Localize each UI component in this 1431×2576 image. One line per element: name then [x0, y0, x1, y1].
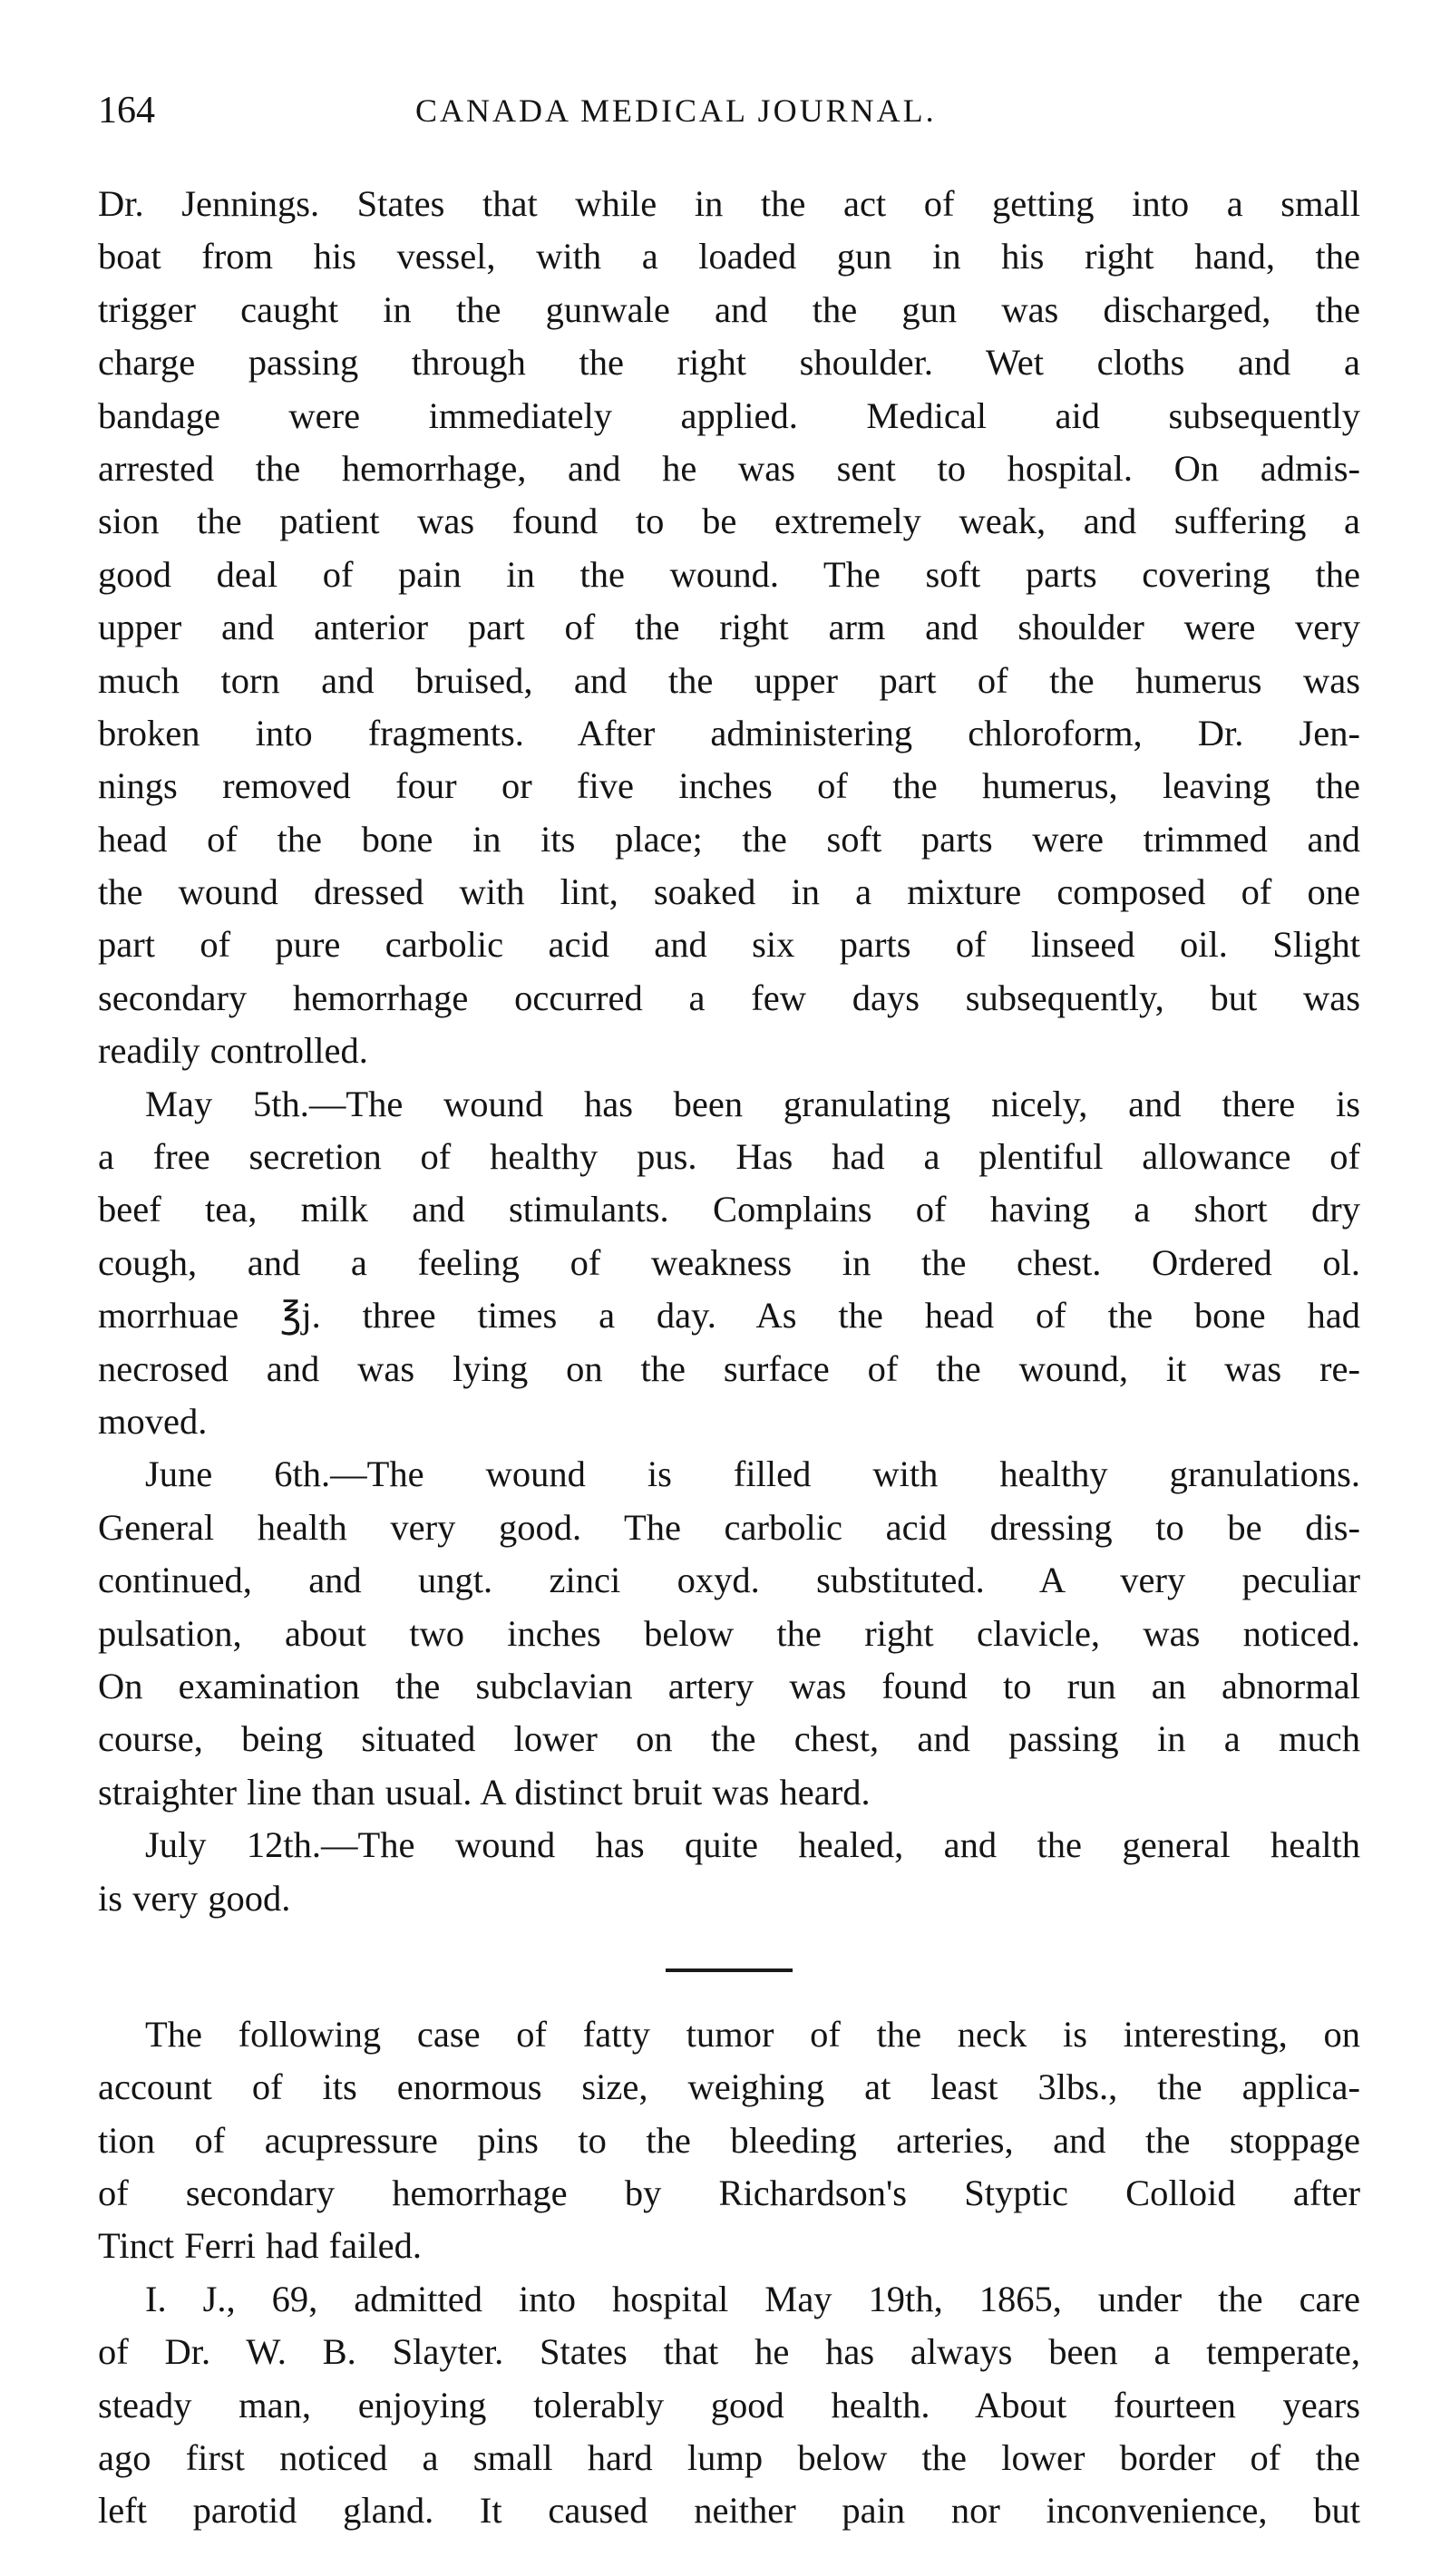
section-divider [666, 1968, 793, 1972]
text-line: part of pure carbolic acid and six parts of linseed oil. Slight [98, 924, 1360, 966]
text-line: moved. [98, 1400, 208, 1442]
text-line: sion the patient was found to be extremely weak, and suffering a [98, 501, 1360, 542]
text-line: much torn and bruised, and the upper part of the humerus was [98, 659, 1360, 701]
text-line: of Dr. W. B. Slayter. States that he has always been a temperate, [98, 2331, 1360, 2373]
text-line: ago first noticed a small hard lump below the lower border of the [98, 2437, 1360, 2479]
text-line: readily controlled. [98, 1030, 368, 1072]
text-line: continued, and ungt. zinci oxyd. substituted. A very peculiar [98, 1560, 1360, 1601]
text-line: broken into fragments. After administering chloroform, Dr. Jen- [98, 712, 1360, 753]
text-line: head of the bone in its place; the soft parts were trimmed and [98, 818, 1360, 860]
text-line: straighter line than usual. A distinct bruit was heard. [98, 1771, 871, 1813]
text-line: steady man, enjoying tolerably good health. About fourteen years [98, 2384, 1360, 2425]
text-line: boat from his vessel, with a loaded gun in his right hand, the [98, 236, 1360, 277]
text-line: Dr. Jennings. States that while in the act of getting into a small [98, 183, 1360, 224]
text-line: I. J., 69, admitted into hospital May 19th, 1865, under the care [145, 2278, 1360, 2319]
text-line: course, being situated lower on the chest, and passing in a much [98, 1718, 1360, 1760]
text-line: upper and anterior part of the right arm and shoulder were very [98, 607, 1360, 648]
text-line: pulsation, about two inches below the right clavicle, was noticed. [98, 1612, 1360, 1654]
text-line: of secondary hemorrhage by Richardson's Styptic Colloid after [98, 2173, 1360, 2214]
text-line: tion of acupressure pins to the bleeding arteries, and the stoppage [98, 2119, 1360, 2161]
text-line: cough, and a feeling of weakness in the chest. Ordered ol. [98, 1241, 1360, 1283]
paragraph [98, 2008, 1360, 2273]
text-line: secondary hemorrhage occurred a few days subsequently, but was [98, 977, 1360, 1018]
text-line: The following case of fatty tumor of the neck is interesting, on [145, 2013, 1360, 2055]
text-line: is very good. [98, 1877, 291, 1919]
text-line: nings removed four or five inches of the humerus, leaving the [98, 765, 1360, 807]
body-text [98, 178, 1360, 2538]
paragraph [98, 1819, 1360, 1925]
running-head [98, 83, 1368, 138]
text-line: good deal of pain in the wound. The soft parts covering the [98, 553, 1360, 595]
text-line: trigger caught in the gunwale and the gun was discharged, the [98, 288, 1360, 330]
text-line: July 12th.—The wound has quite healed, and the general health [145, 1824, 1360, 1866]
paragraph [98, 178, 1360, 1078]
text-line: June 6th.—The wound is filled with healthy granulations. [145, 1453, 1360, 1495]
paragraph [98, 1448, 1360, 1819]
text-line: bandage were immediately applied. Medical aid subsequently [98, 394, 1360, 436]
paragraph [98, 2273, 1360, 2538]
text-line: On examination the subclavian artery was found to run an abnormal [98, 1665, 1360, 1706]
text-line: necrosed and was lying on the surface of the wound, it was re- [98, 1347, 1360, 1389]
text-line: arrested the hemorrhage, and he was sent to hospital. On admis- [98, 447, 1360, 489]
text-line: General health very good. The carbolic acid dressing to be dis- [98, 1506, 1360, 1548]
text-line: Tinct Ferri had failed. [98, 2225, 422, 2267]
text-line: May 5th.—The wound has been granulating nicely, and there is [145, 1083, 1360, 1124]
journal-title: CANADA MEDICAL JOURNAL. [415, 92, 937, 129]
text-line: charge passing through the right shoulder. Wet cloths and a [98, 342, 1360, 384]
text-line: morrhuae ℥j. three times a day. As the head of the bone had [98, 1295, 1360, 1337]
text-line: account of its enormous size, weighing at least 3lbs., the applica- [98, 2066, 1360, 2108]
text-line: beef tea, milk and stimulants. Complains of having a short dry [98, 1189, 1360, 1230]
paragraph [98, 1078, 1360, 1449]
text-line: the wound dressed with lint, soaked in a mixture composed of one [98, 871, 1360, 913]
text-line: a free secretion of healthy pus. Has had a plentiful allowance of [98, 1136, 1360, 1178]
page-number: 164 [98, 90, 155, 131]
text-line: left parotid gland. It caused neither pain nor inconvenience, but [98, 2490, 1360, 2532]
